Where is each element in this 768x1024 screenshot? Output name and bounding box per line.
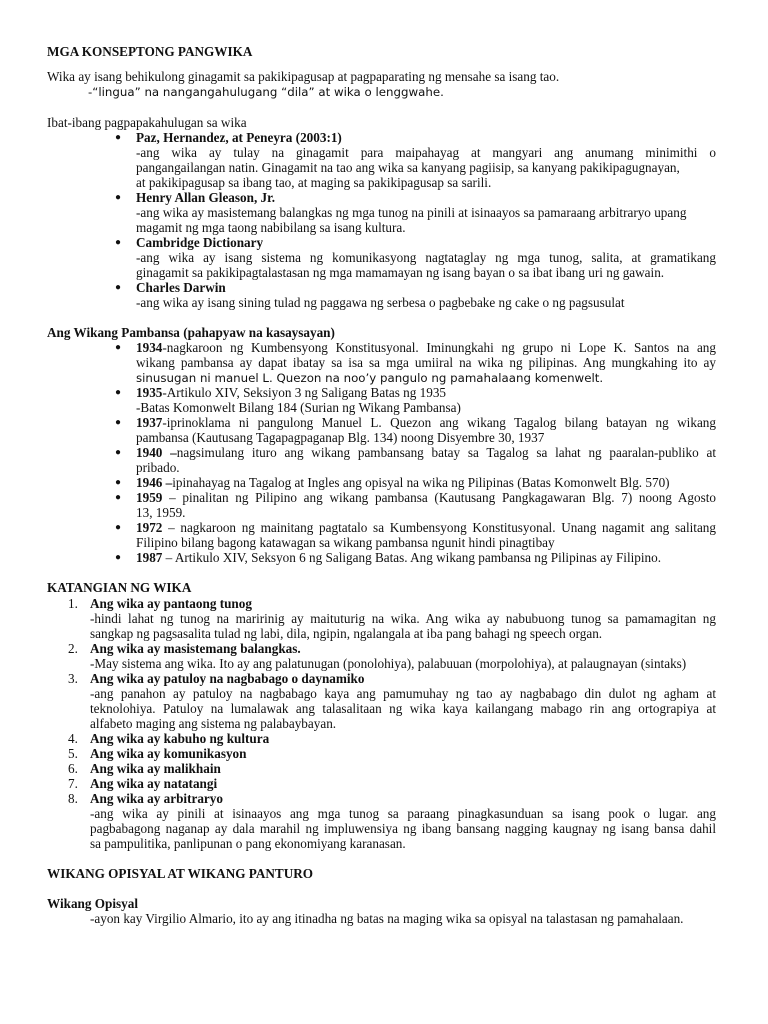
history-item-line: [136, 521, 716, 536]
trait-number: 6.: [68, 761, 78, 776]
history-item-line: [136, 341, 716, 356]
history-year: 1937: [136, 416, 163, 430]
bullet-icon: ●: [115, 132, 122, 143]
trait-number: 7.: [68, 776, 78, 791]
history-item-line: [136, 491, 716, 506]
official-heading: WIKANG OPISYAL AT WIKANG PANTURO: [47, 866, 313, 881]
trait-number: 8.: [68, 791, 78, 806]
history-item-line: 13, 1959.: [136, 505, 186, 520]
trait-line: -hindi lahat ng tunog na maririnig ay maituturig na wika. Ang wika ay nabubuong tunog sa pamamagitan ng: [90, 612, 716, 626]
definition-line: at pakikipagusap sa ibang tao, at maging sa pakikipagusap sa sarili.: [136, 175, 492, 190]
bullet-icon: ●: [115, 417, 122, 428]
bullet-icon: ●: [115, 192, 122, 203]
trait-title: Ang wika ay malikhain: [90, 761, 221, 776]
history-item-line: [136, 476, 670, 491]
trait-title: Ang wika ay masistemang balangkas.: [90, 641, 301, 656]
bullet-icon: ●: [115, 492, 122, 503]
document-title: MGA KONSEPTONG PANGWIKA: [47, 44, 253, 59]
trait-number: 3.: [68, 671, 78, 686]
history-heading: Ang Wikang Pambansa (pahapyaw na kasaysayan): [47, 325, 335, 340]
trait-line: teknolohiya. Patuloy na lumalawak ang talasalitaan ng wika kaya kailangang mabago rin ang ortograpiya at: [90, 702, 716, 716]
trait-line: -ang panahon ay patuloy na nagbabago kaya ang pamumuhay ng tao ay nagbabago din dulot ng agham at: [90, 687, 716, 701]
trait-line: sangkap ng pagsasalita tulad ng labi, dila, ngipin, ngalangala at iba pang bahagi ng speech organ.: [90, 626, 603, 641]
history-item-line: pambansa (Kautusang Tagapagpaganap Blg. 134) noong Disyembre 30, 1937: [136, 430, 545, 445]
trait-line: pagbabagong naganap ay dala marahil ng impluwensiya ng ibang bansang nagging kaugnay ng isang bansa dahil: [90, 822, 716, 836]
bullet-icon: ●: [115, 447, 122, 458]
trait-number: 4.: [68, 731, 78, 746]
bullet-icon: ●: [115, 477, 122, 488]
bullet-icon: ●: [115, 552, 122, 563]
history-year: 1946 –: [136, 475, 173, 490]
bullet-icon: ●: [115, 282, 122, 293]
history-text: -nagkaroon ng Kumbensyong Konstitusyonal. Iminungkahi ng grupo ni Lope K. Santos na ang: [162, 341, 716, 355]
history-text: -Artikulo XIV, Seksiyon 3 ng Saligang Batas ng 1935: [162, 385, 447, 400]
trait-number: 2.: [68, 641, 78, 656]
trait-line: alfabeto maging ang sistema ng palabaybayan.: [90, 716, 337, 731]
definition-line: -ang wika ay tulay na ginagamit para maipahayag at mangyari ang anumang minimithi o: [136, 146, 716, 160]
trait-number: 5.: [68, 746, 78, 761]
definition-line: magamit ng mga taong nabibilang sa isang kultura.: [136, 220, 406, 235]
trait-line: -ang wika ay pinili at isinaayos ang mga tunog sa paraang pinagkasunduan sa isang pook o lugar. ang: [90, 807, 716, 821]
trait-line: sa pampulitika, panlipunan o pang ekonomiyang karanasan.: [90, 836, 406, 851]
intro-etymology: -“lingua” na nangangahulugang “dila” at wika o lenggwahe.: [88, 85, 444, 99]
history-year: 1935: [136, 385, 163, 400]
meanings-heading: Ibat-ibang pagpapakahulugan sa wika: [47, 115, 247, 130]
definition-line: -ang wika ay isang sining tulad ng paggawa ng serbesa o pagbebake ng cake o ng pagsusulat: [136, 295, 625, 310]
history-item-line: [136, 446, 716, 461]
definition-source: Charles Darwin: [136, 280, 226, 295]
history-item-line: Filipino bilang bagong katawagan sa wikang pambansa ngunit hindi pinagtibay: [136, 535, 555, 550]
intro-paragraph: Wika ay isang behikulong ginagamit sa pakikipagusap at pagpaparating ng mensahe sa isang tao.: [47, 69, 560, 84]
traits-heading: KATANGIAN NG WIKA: [47, 580, 192, 595]
bullet-icon: ●: [115, 387, 122, 398]
trait-title: Ang wika ay pantaong tunog: [90, 596, 252, 611]
official-definition: -ayon kay Virgilio Almario, ito ay ang itinadha ng batas na maging wika sa opisyal na talastasan ng pamahalaan.: [90, 911, 684, 926]
history-year: 1959: [136, 491, 163, 505]
official-subheading: Wikang Opisyal: [47, 896, 139, 911]
trait-title: Ang wika ay komunikasyon: [90, 746, 247, 761]
trait-title: Ang wika ay arbitraryo: [90, 791, 223, 806]
definition-source: Henry Allan Gleason, Jr.: [136, 190, 276, 205]
trait-line: -May sistema ang wika. Ito ay ang palatunugan (ponolohiya), palabuuan (morpolohiya), at palaugnayan (sintaks): [90, 656, 687, 671]
trait-title: Ang wika ay patuloy na nagbabago o daynamiko: [90, 671, 365, 686]
definition-source: Paz, Hernandez, at Peneyra (2003:1): [136, 130, 342, 145]
history-year: 1972: [136, 521, 163, 535]
bullet-icon: ●: [115, 237, 122, 248]
trait-number: 1.: [68, 596, 78, 611]
trait-title: Ang wika ay kabuho ng kultura: [90, 731, 270, 746]
history-text: – Artikulo XIV, Seksyon 6 ng Saligang Batas. Ang wikang pambansa ng Pilipinas ay Filipino.: [162, 550, 662, 565]
history-text: – pinalitan ng Pilipino ang wikang pambansa (Kautusang Pangkagawaran Blg. 7) noong Agosto: [162, 491, 716, 505]
definition-line: pangangailangan natin. Ginagamit na tao ang wika sa kanyang pagiisip, sa kanyang pakikipagugnayan,: [136, 160, 680, 175]
history-item-line: [136, 416, 716, 431]
history-text: – nagkaroon ng mainitang pagtatalo sa Kumbensyong Konstitusyonal. Unang nagamit ang salitang: [162, 521, 716, 535]
history-text: -iprinoklama ni pangulong Manuel L. Quezon ang wikang Tagalog bilang batayan ng wikang: [162, 416, 716, 430]
definition-line: ginagamit sa pakikipagtalastasan ng mga mamamayan ng isang bayan o sa ibat ibang uri ng gawain.: [136, 265, 665, 280]
bullet-icon: ●: [115, 522, 122, 533]
history-text: nagsimulang ituro ang wikang pambansang batay sa Tagalog sa lahat ng paaralan-publiko at: [176, 446, 716, 460]
history-year: 1940 –: [136, 446, 177, 460]
definition-line: -ang wika ay masistemang balangkas ng mga tunog na pinili at isinaayos sa pamaraang arbitraryo upang: [136, 205, 687, 220]
history-item-line: [136, 551, 661, 566]
history-item-line: -Batas Komonwelt Bilang 184 (Surian ng Wikang Pambansa): [136, 400, 461, 415]
bullet-icon: ●: [115, 342, 122, 353]
history-year: 1934: [136, 341, 163, 355]
history-year: 1987: [136, 550, 163, 565]
history-item-line: wikang pambansa ay dapat ibatay sa isa sa mga umiiral na wika ng pilipinas. Ang mungkahing ito ay: [136, 356, 716, 370]
history-item-line: [136, 386, 446, 401]
definition-source: Cambridge Dictionary: [136, 235, 264, 250]
definition-line: -ang wika ay isang sistema ng komunikasyong nagtataglay ng mga tunog, salita, at gramatikang: [136, 251, 716, 265]
history-item-line: pribado.: [136, 460, 180, 475]
history-text: ipinahayag na Tagalog at Ingles ang opisyal na wika ng Pilipinas (Batas Komonwelt Blg. 570): [172, 475, 670, 490]
history-item-line: sinusugan ni manuel L. Quezon na noo’y pangulo ng pamahalaang komenwelt.: [136, 371, 604, 385]
trait-title: Ang wika ay natatangi: [90, 776, 218, 791]
